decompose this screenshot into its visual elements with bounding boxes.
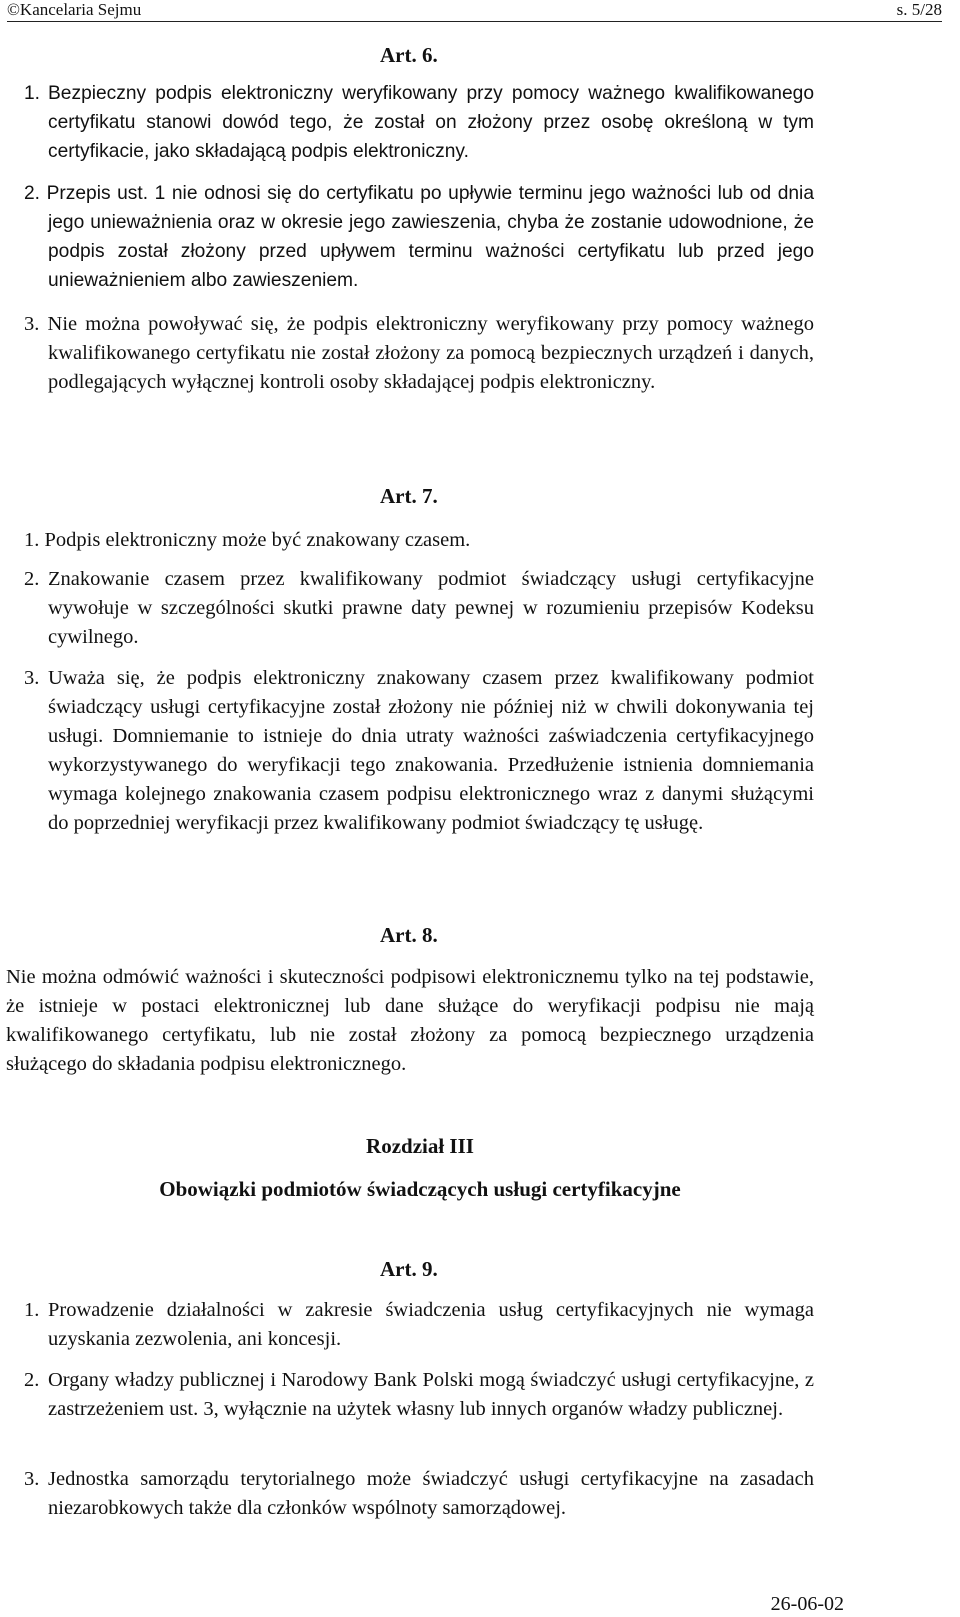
paragraph-text: 1. Podpis elektroniczny może być znakowany czasem.	[24, 529, 471, 551]
paragraph-text: Znakowanie czasem przez kwalifikowany podmiot świadczący usługi certyfikacyjne wywołuje w szczególności skutki prawne daty pewnej w rozumieniu przepisów Kodeksu cywilnego.	[48, 568, 814, 648]
paragraph-text: 2. Przepis ust. 1 nie odnosi się do certyfikatu po upływie terminu jego ważności lub od dnia jego unieważnienia oraz w okresie jego zawieszenia, chyba że zostanie udowodnione, że podpis został złożony przed upływem terminu ważności certyfikatu lub przed jego unieważnieniem albo zawieszeniem.	[24, 183, 814, 291]
article-8-paragraph	[6, 963, 814, 1079]
article-7-paragraph-3	[24, 664, 814, 838]
header-page-number: s. 5/28	[896, 0, 942, 19]
article-9-title: Art. 9.	[380, 1257, 438, 1281]
paragraph-number: 3.	[24, 1468, 40, 1490]
page-footer-date: 26-06-02	[770, 1593, 844, 1615]
article-7-paragraph-1	[24, 526, 814, 555]
header-source: ©Kancelaria Sejmu	[7, 0, 142, 19]
chapter-subtitle: Obowiązki podmiotów świadczących usługi certyfikacyjne	[159, 1177, 681, 1201]
article-9-paragraph-2	[24, 1366, 814, 1424]
article-6-paragraph-3	[24, 310, 814, 397]
chapter-title: Rozdział III	[366, 1134, 474, 1158]
article-8-title: Art. 8.	[380, 923, 438, 947]
article-6-paragraph-1	[24, 79, 814, 166]
article-6-title: Art. 6.	[380, 43, 438, 67]
article-9-paragraph-1	[24, 1296, 814, 1354]
article-6-paragraph-2	[24, 179, 814, 295]
article-7-paragraph-2	[24, 565, 814, 652]
page-header	[7, 0, 942, 20]
paragraph-text: Bezpieczny podpis elektroniczny weryfikowany przy pomocy ważnego kwalifikowanego certyfikatu stanowi dowód tego, że został on złożony przez osobę określoną w tym certyfikacie, jako składającą podpis elektroniczny.	[48, 83, 814, 162]
header-rule	[7, 21, 942, 22]
paragraph-number: 2.	[24, 1369, 40, 1391]
paragraph-number: 2.	[24, 568, 40, 590]
paragraph-text: Organy władzy publicznej i Narodowy Bank Polski mogą świadczyć usługi certyfikacyjne, z zastrzeżeniem ust. 3, wyłącznie na użytek własny lub innych organów władzy publicznej.	[48, 1369, 814, 1420]
paragraph-number: 1.	[24, 1299, 40, 1321]
article-9-paragraph-3	[24, 1465, 814, 1523]
paragraph-text: Nie można odmówić ważności i skuteczności podpisowi elektronicznemu tylko na tej podstawie, że istnieje w postaci elektronicznej lub dane służące do weryfikacji podpisu nie mają kwalifikowanego certyfikatu, lub nie został złożony za pomocą bezpiecznego urządzenia służącego do składania podpisu elektronicznego.	[6, 966, 814, 1075]
article-7-title: Art. 7.	[380, 484, 438, 508]
paragraph-text: 3. Nie można powoływać się, że podpis elektroniczny weryfikowany przy pomocy ważnego kwalifikowanego certyfikatu nie został złożony za pomocą bezpiecznych urządzeń i danych, podlegających wyłącznej kontroli osoby składającej podpis elektroniczny.	[24, 313, 814, 393]
paragraph-number: 1.	[24, 83, 41, 104]
paragraph-text: Prowadzenie działalności w zakresie świadczenia usług certyfikacyjnych nie wymaga uzyskania zezwolenia, ani koncesji.	[48, 1299, 814, 1350]
paragraph-number: 3.	[24, 667, 40, 689]
paragraph-text: Uważa się, że podpis elektroniczny znakowany czasem przez kwalifikowany podmiot świadczący usługi certyfikacyjne został złożony nie później niż w chwili dokonywania tej usługi. Domniemanie to istnieje do dnia utraty ważności zaświadczenia certyfikacyjnego wykorzystywanego do weryfikacji tego znakowania. Przedłużenie istnienia domniemania wymaga kolejnego znakowania czasem podpisu elektronicznego wraz z danymi służącymi do poprzedniej weryfikacji przez kwalifikowany podmiot świadczący tę usługę.	[48, 667, 814, 834]
paragraph-text: Jednostka samorządu terytorialnego może świadczyć usługi certyfikacyjne na zasadach niezarobkowych także dla członków wspólnoty samorządowej.	[48, 1468, 814, 1519]
